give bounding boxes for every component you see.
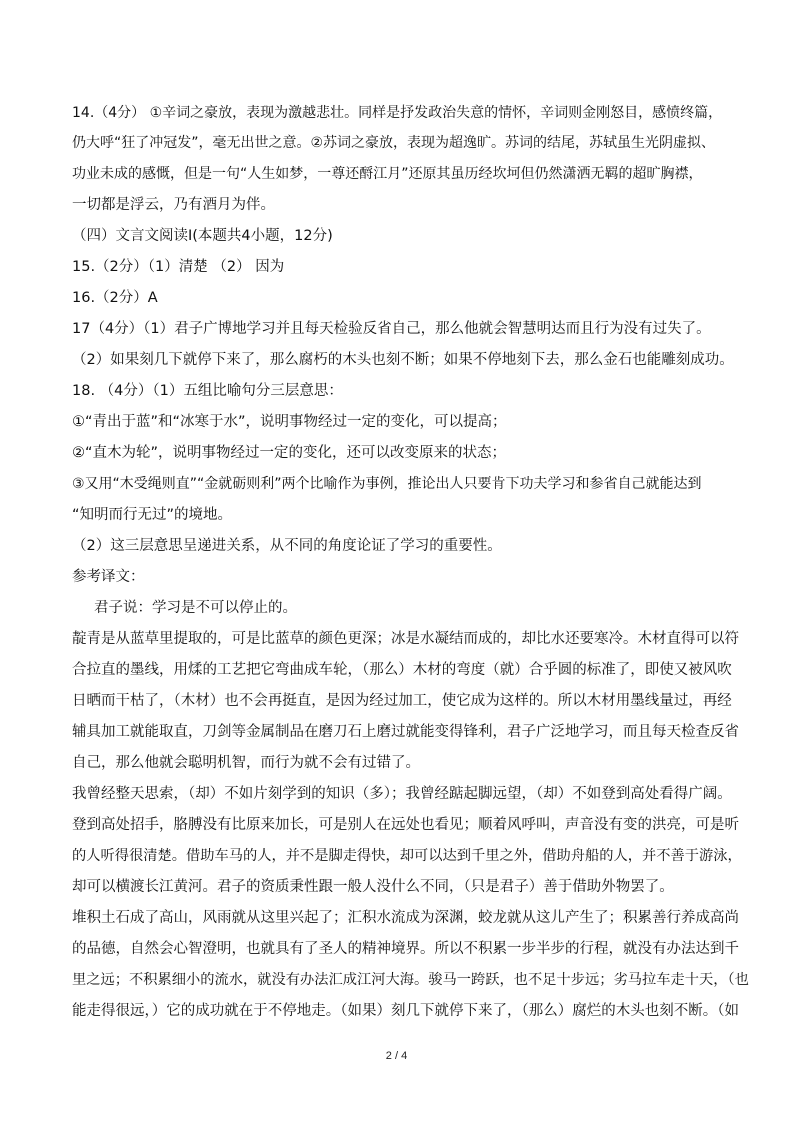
- answer-18-line-6: （2）这三层意思呈递进关系，从不同的角度论证了学习的重要性。: [72, 538, 502, 554]
- translation-heading: 参考译文：: [72, 569, 145, 585]
- answer-18-line-3: ②“直木为轮”，说明事物经过一定的变化，还可以改变原来的状态；: [72, 445, 507, 461]
- translation-para-4-line-1: 堆积土石成了高山，风雨就从这里兴起了；汇积水流成为深渊，蛟龙就从这儿产生了；积累善行养成高尚: [72, 910, 739, 926]
- translation-para-2-line-5: 自己，那么他就会聪明机智，而行为就不会有过错了。: [72, 755, 420, 771]
- answer-14-line-2: 仍大呼“狂了冲冠发”，毫无出世之意。②苏词之豪放，表现为超逸旷。苏词的结尾，苏轼虽生光阴虚拟、: [72, 135, 716, 151]
- translation-para-2-line-4: 辅具加工就能取直，刀剑等金属制品在磨刀石上磨过就能变得锋利，君子广泛地学习，而且每天检查反省: [72, 724, 739, 740]
- answer-15: 15.（2分）（1）清楚 （2） 因为: [72, 259, 285, 275]
- translation-para-2-line-1: 靛青是从蓝草里提取的，可是比蓝草的颜色更深；冰是水凝结而成的，却比水还要寒冷。木材直得可以符: [72, 631, 739, 647]
- translation-para-2-line-3: 日晒而干枯了，（木材）也不会再挺直，是因为经过加工，使它成为这样的。所以木材用墨线量过，再经: [72, 693, 732, 709]
- translation-para-2-line-2: 合拉直的墨线，用煣的工艺把它弯曲成车轮，（那么）木材的弯度（就）合乎圆的标准了，即使又被风吹: [72, 662, 732, 678]
- answer-18-line-4: ③又用“木受绳则直”“金就砺则利”两个比喻作为事例，推论出人只要肯下功夫学习和参省自己就能达到: [72, 476, 702, 492]
- answer-14-line-3: 功业未成的感慨，但是一句“人生如梦，一尊还酹江月”还原其虽历经坎坷但仍然潇洒无羁的超旷胸襟，: [72, 166, 703, 182]
- translation-para-3-line-1: 我曾经整天思索，（却）不如片刻学到的知识（多）；我曾经踮起脚远望，（却）不如登到高处看得广阔。: [72, 786, 732, 802]
- answer-16: 16.（2分）A: [72, 290, 158, 306]
- answer-18-line-1: 18. （4分）（1）五组比喻句分三层意思：: [72, 383, 343, 399]
- answer-17-line-2: （2）如果刻几下就停下来了，那么腐朽的木头也刻不断；如果不停地刻下去，那么金石也能雕刻成功。: [72, 352, 734, 368]
- answer-17-line-1: 17（4分）（1）君子广博地学习并且每天检验反省自己，那么他就会智慧明达而且行为没有过失了。: [72, 321, 711, 337]
- translation-para-1: 君子说：学习是不可以停止的。: [94, 600, 297, 616]
- translation-para-3-line-3: 的人听得很清楚。借助车马的人，并不是脚走得快，却可以达到千里之外，借助舟船的人，并不善于游泳，: [72, 848, 742, 864]
- answer-18-line-2: ①“青出于蓝”和“冰寒于水”，说明事物经过一定的变化，可以提高；: [72, 414, 507, 430]
- answer-18-line-5: “知明而行无过”的境地。: [72, 507, 233, 523]
- translation-para-3-line-4: 却可以横渡长江黄河。君子的资质秉性跟一般人没什么不同，（只是君子）善于借助外物罢了。: [72, 879, 674, 895]
- translation-para-4-line-2: 的品德，自然会心智澄明，也就具有了圣人的精神境界。所以不积累一步半步的行程，就没有办法达到千: [72, 941, 739, 957]
- translation-para-3-line-2: 登到高处招手，胳膊没有比原来加长，可是别人在远处也看见；顺着风呼叫，声音没有变的洪亮，可是听: [72, 817, 739, 833]
- section-heading: （四）文言文阅读Ⅰ(本题共4小题，12分): [72, 228, 333, 244]
- page-number: 2 / 4: [385, 1050, 408, 1062]
- answer-14-line-1: 14.（4分） ①辛词之豪放，表现为激越悲壮。同样是抒发政治失意的情怀，辛词则金刚怒目，感愤终篇，: [72, 105, 723, 121]
- answer-14-line-4: 一切都是浮云，乃有酒月为伴。: [72, 197, 275, 213]
- translation-para-4-line-3: 里之远；不积累细小的流水，就没有办法汇成江河大海。骏马一跨跃，也不足十步远；劣马拉车走十天，（也: [72, 972, 749, 988]
- translation-para-4-line-4: 能走得很远，）它的成功就在于不停地走。（如果）刻几下就停下来了，（那么）腐烂的木头也刻不断。（如: [72, 1003, 739, 1019]
